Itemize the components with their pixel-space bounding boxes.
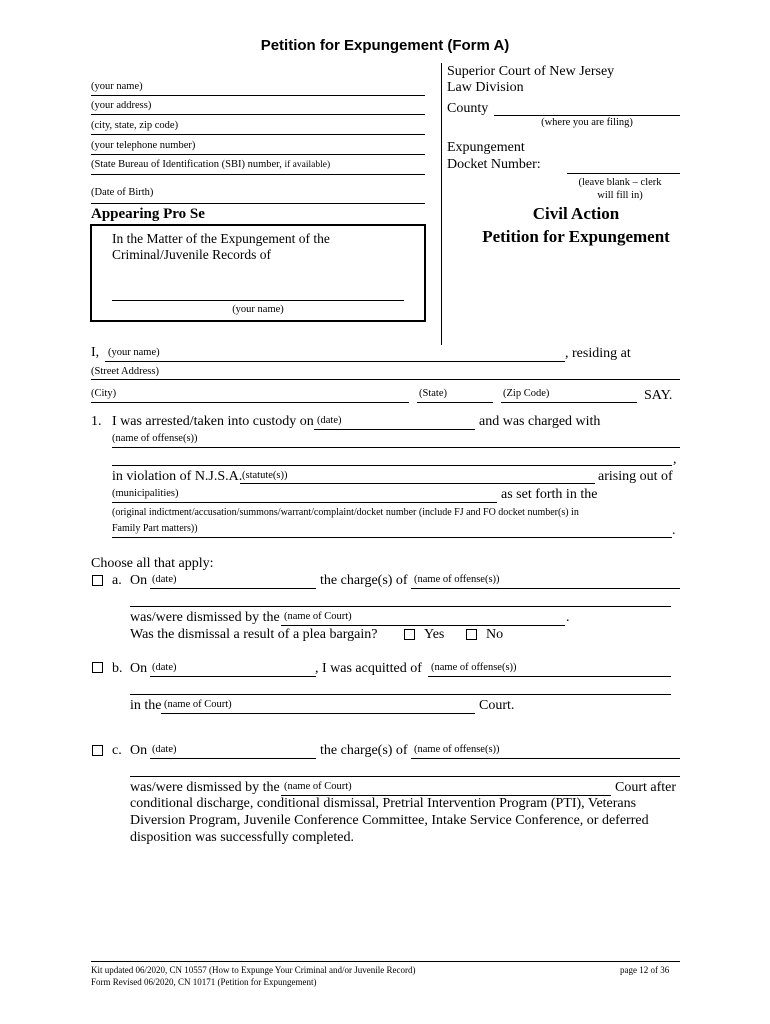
option-c-court-after: Court after [615, 780, 677, 795]
matter-name-hint: (your name) [232, 304, 284, 315]
state-label: (State) [419, 388, 447, 399]
option-b-offense-line[interactable] [428, 676, 671, 677]
matter-line-1: In the Matter of the Expungement of the [112, 231, 330, 246]
your-address-line[interactable] [91, 114, 425, 115]
option-a-charges-text: the charge(s) of [320, 573, 408, 588]
option-a-letter: a. [112, 573, 122, 588]
choose-all-text: Choose all that apply: [91, 556, 214, 571]
appearing-pro-se: Appearing Pro Se [91, 206, 205, 222]
option-b-acquitted-text: , I was acquitted of [315, 661, 422, 676]
state-line[interactable] [417, 402, 493, 403]
footer-page-number: page 12 of 36 [620, 965, 670, 975]
violation-text: in violation of N.J.S.A. [112, 469, 243, 484]
street-line[interactable] [91, 379, 680, 380]
statute-line[interactable] [240, 483, 595, 484]
option-c-court-label: (name of Court) [284, 781, 352, 792]
statute-label: (statute(s)) [242, 470, 288, 481]
option-b-on: On [130, 661, 148, 676]
expungement-label: Expungement [447, 140, 525, 155]
court-name: Superior Court of New Jersey [447, 64, 615, 79]
p1-offense-line-2[interactable] [112, 465, 672, 466]
option-c-letter: c. [112, 743, 122, 758]
option-a-period: . [566, 610, 570, 625]
civil-action-heading: Civil Action [532, 204, 620, 223]
county-line[interactable] [494, 115, 680, 116]
matter-line-2: Criminal/Juvenile Records of [112, 247, 271, 262]
option-a-offense-line-2[interactable] [130, 606, 671, 607]
option-b-court-line[interactable] [161, 713, 475, 714]
zip-line[interactable] [501, 402, 637, 403]
p1-offense-line-1[interactable] [112, 447, 680, 448]
county-hint: (where you are filing) [541, 117, 633, 128]
option-c-charges-text: the charge(s) of [320, 743, 408, 758]
sbi-label-main: (State Bureau of Identification (SBI) number, [91, 159, 285, 170]
county-label: County [447, 101, 489, 116]
footer-line-2: Form Revised 06/2020, CN 10171 (Petition for Expungement) [91, 977, 317, 987]
docket-number-line[interactable] [567, 173, 680, 174]
plea-yes-label: Yes [424, 627, 445, 642]
sbi-label-small: if available) [284, 160, 331, 170]
p1-text: I was arrested/taken into custody on [112, 414, 314, 429]
option-c-on: On [130, 743, 148, 758]
telephone-line[interactable] [91, 154, 425, 155]
option-b-date-label: (date) [152, 662, 177, 673]
indictment-label: (original indictment/accusation/summons/warrant/complaint/docket number (include FJ and FO docket number(s) in [112, 507, 579, 518]
arising-text: arising out of [598, 469, 673, 484]
plea-yes-checkbox[interactable] [404, 629, 415, 640]
docket-hint-1: (leave blank – clerk [578, 177, 662, 188]
option-c-line-2: conditional discharge, conditional dismissal, Pretrial Intervention Program (PTI), Veterans [130, 796, 637, 811]
p1-date-label: (date) [317, 415, 342, 426]
city-line[interactable] [91, 402, 409, 403]
municipalities-label: (municipalities) [112, 488, 179, 499]
option-b-offense-line-2[interactable] [130, 694, 671, 695]
option-b-checkbox[interactable] [92, 662, 103, 673]
plea-no-label: No [486, 627, 504, 642]
option-b-offense-label: (name of offense(s)) [431, 662, 517, 673]
petition-heading: Petition for Expungement [482, 227, 670, 246]
docket-number-label: Docket Number: [447, 157, 541, 172]
option-a-offense-line[interactable] [411, 588, 680, 589]
option-a-checkbox[interactable] [92, 575, 103, 586]
indictment-line[interactable] [112, 537, 672, 538]
option-c-dismissed-text: was/were dismissed by the [130, 780, 280, 795]
city-state-zip-label: (city, state, zip code) [91, 120, 179, 131]
i-label: I, [91, 345, 100, 360]
option-c-line-3: Diversion Program, Juvenile Conference Committee, Intake Service Conference, or deferred [130, 813, 649, 828]
dob-line[interactable] [91, 203, 425, 204]
city-label: (City) [91, 388, 117, 399]
option-a-court-label: (name of Court) [284, 611, 352, 622]
option-a-on: On [130, 573, 148, 588]
option-a-offense-label: (name of offense(s)) [414, 574, 500, 585]
street-label: (Street Address) [91, 366, 159, 377]
option-a-date-line[interactable] [150, 588, 316, 589]
option-c-line-4: disposition was successfully completed. [130, 830, 354, 845]
petitioner-name-line[interactable] [105, 361, 565, 362]
footer-rule [91, 961, 680, 962]
option-c-checkbox[interactable] [92, 745, 103, 756]
page-title: Petition for Expungement (Form A) [260, 37, 510, 54]
plea-no-checkbox[interactable] [466, 629, 477, 640]
p1-date-line[interactable] [314, 429, 475, 430]
option-b-court-end: Court. [479, 698, 515, 713]
telephone-label: (your telephone number) [91, 140, 196, 151]
city-state-zip-line[interactable] [91, 134, 425, 135]
option-b-date-line[interactable] [150, 676, 316, 677]
dob-label: (Date of Birth) [91, 187, 154, 198]
your-address-label: (your address) [91, 100, 152, 111]
option-b-court-label: (name of Court) [164, 699, 232, 710]
family-part-label: Family Part matters)) [112, 523, 198, 534]
residing-at-text: , residing at [565, 346, 631, 361]
set-forth-text: as set forth in the [501, 487, 598, 502]
p1-offense-label: (name of offense(s)) [112, 433, 198, 444]
option-b-in-the: in the [130, 698, 162, 713]
sbi-line[interactable] [91, 174, 425, 175]
zip-label: (Zip Code) [503, 388, 550, 399]
option-c-offense-line-2[interactable] [130, 776, 680, 777]
p1-charged-text: and was charged with [479, 414, 601, 429]
municipalities-line[interactable] [112, 502, 497, 503]
p1-comma: , [673, 452, 677, 467]
p1-number: 1. [91, 414, 102, 429]
say-text: SAY. [644, 388, 673, 403]
option-c-offense-line[interactable] [411, 758, 680, 759]
plea-bargain-question: Was the dismissal a result of a plea bargain? [130, 627, 378, 642]
your-name-line[interactable] [91, 95, 425, 96]
option-a-date-label: (date) [152, 574, 177, 585]
option-a-court-line[interactable] [281, 625, 565, 626]
docket-hint-2: will fill in) [597, 190, 643, 201]
option-c-date-line[interactable] [150, 758, 316, 759]
option-c-date-label: (date) [152, 744, 177, 755]
sbi-label [91, 159, 330, 170]
matter-name-line[interactable] [112, 300, 404, 301]
court-division: Law Division [447, 80, 524, 95]
option-b-letter: b. [112, 661, 123, 676]
petitioner-name-label: (your name) [108, 347, 160, 358]
option-a-dismissed-text: was/were dismissed by the [130, 610, 280, 625]
your-name-label: (your name) [91, 81, 143, 92]
option-c-offense-label: (name of offense(s)) [414, 744, 500, 755]
indictment-period: . [672, 523, 676, 538]
footer-line-1: Kit updated 06/2020, CN 10557 (How to Expunge Your Criminal and/or Juvenile Record) [91, 965, 416, 975]
